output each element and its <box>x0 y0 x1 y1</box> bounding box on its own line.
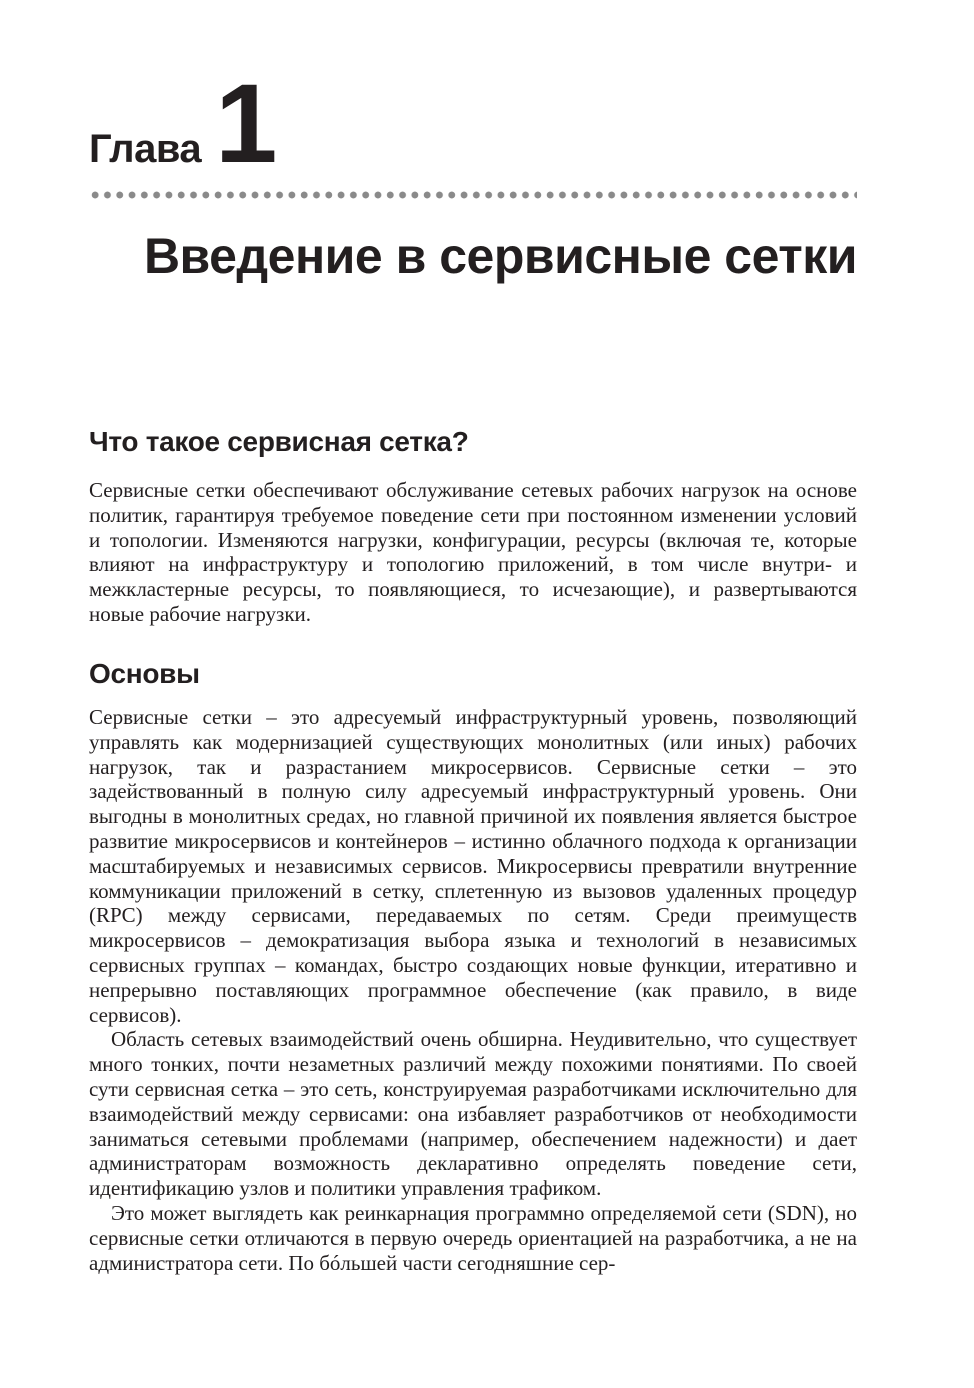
section-heading-what-is: Что такое сервисная сетка? <box>89 426 469 457</box>
section-body-what-is <box>89 478 857 627</box>
section-body-basics <box>89 705 857 1275</box>
chapter-title: Введение в сервисные сетки <box>143 228 857 284</box>
chapter-number: 1 <box>215 61 276 186</box>
paragraph: Сервисные сетки – это адресуемый инфраструктурный уровень, позволяющий управлять как модернизацией существующих монолитных (или иных) рабочих нагрузок, так и разрастанием микросервисов. Сервисные сетки – это задействованный в полную силу адресуемый инфраструктурный уровень. Они выгодны в монолитных средах, но главной причиной их появления является быстрое развитие микросервисов и контейнеров – истинно облачного подхода к организации масштабируемых и независимых сервисов. Микросервисы превратили внутренние коммуникации приложений в сетку, сплетенную из вызовов удаленных процедур (RPC) между сервисами, передаваемых по сетям. Среди преимуществ микросервисов – демократизация выбора языка и технологий в независимых сервисных группах – командах, быстро создающих новые функции, итеративно и непрерывно поставляющих программное обеспечение (как правило, в виде сервисов). <box>89 705 857 1027</box>
paragraph: Область сетевых взаимодействий очень обширна. Неудивительно, что существует много тонких, почти незаметных различий между похожими понятиями. По своей сути сервисная сетка – это сеть, конструируемая разработчиками исключительно для взаимодействий между сервисами: она избавляет разработчиков от необходимости заниматься сетевыми проблемами (например, обеспечением надежности) и дает администраторам возможность декларативно определять поведение сети, идентификацию узлов и политики управления трафиком. <box>89 1027 857 1201</box>
chapter-header <box>89 61 276 186</box>
section-heading-basics: Основы <box>89 658 200 689</box>
book-page <box>89 0 857 1388</box>
paragraph: Это может выглядеть как реинкарнация программно определяемой сети (SDN), но сервисные сетки отличаются в первую очередь ориентацией на разработчика, а не на администратора сети. По бóльшей части сегодняшние сер- <box>89 1200 857 1275</box>
dotted-divider <box>89 190 857 200</box>
paragraph: Сервисные сетки обеспечивают обслуживание сетевых рабочих нагрузок на основе политик, гарантируя требуемое поведение сети при постоянном изменении условий и топологии. Изменяются нагрузки, конфигурации, ресурсы (включая те, которые влияют на инфраструктуру и топологию приложений, в том числе внутри- и межкластерные ресурсы, то появляющиеся, то исчезающие), и развертываются новые рабочие нагрузки. <box>89 478 857 626</box>
chapter-label: Глава <box>89 127 202 171</box>
